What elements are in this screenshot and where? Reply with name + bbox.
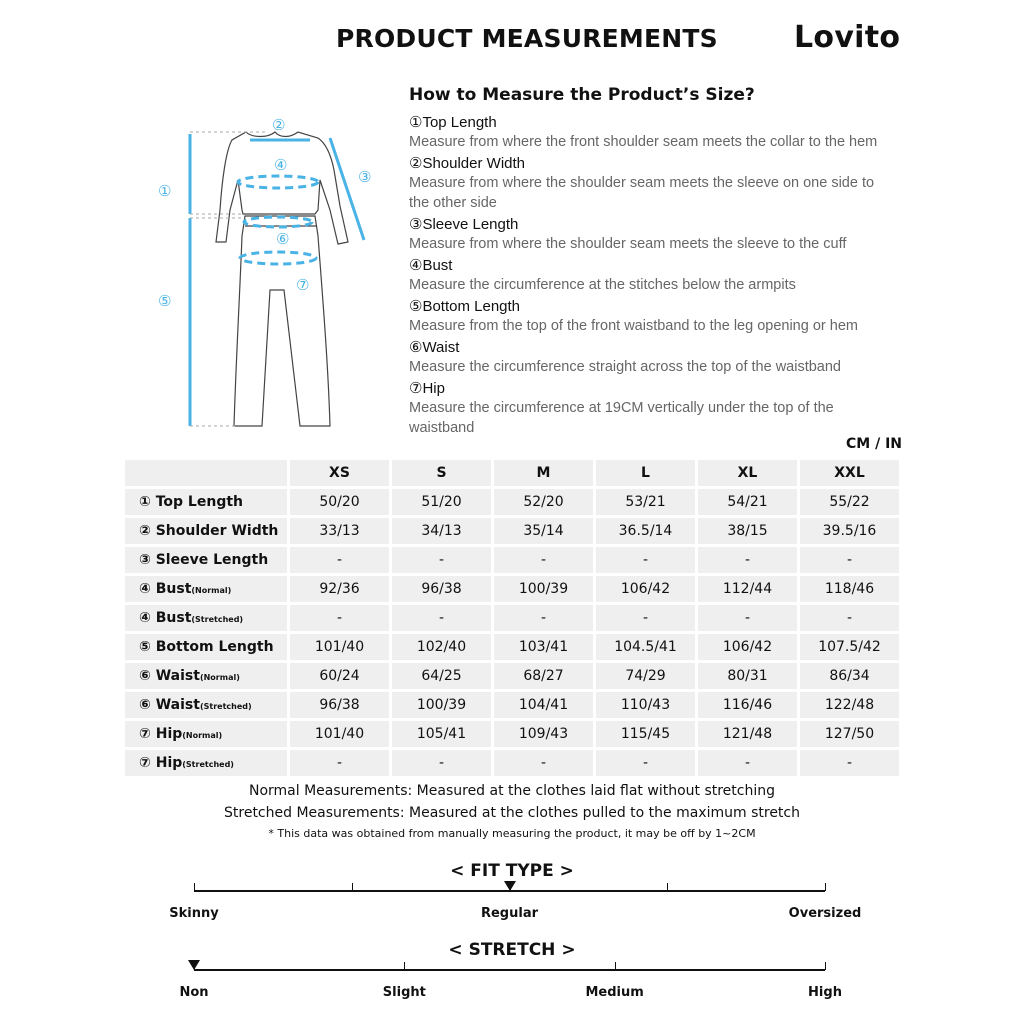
scale-tick — [667, 883, 668, 891]
table-cell: - — [800, 605, 899, 631]
table-cell: 96/38 — [392, 576, 491, 602]
table-row — [125, 576, 899, 602]
table-row — [125, 518, 899, 544]
table-row — [125, 721, 899, 747]
notes — [0, 780, 1024, 844]
table-cell: 60/24 — [290, 663, 389, 689]
table-cell: 115/45 — [596, 721, 695, 747]
table-cell: 110/43 — [596, 692, 695, 718]
brand-logo: Lovito — [794, 20, 901, 55]
measure-guide — [409, 85, 929, 441]
table-cell: 52/20 — [494, 489, 593, 515]
table-cell: - — [698, 605, 797, 631]
marker-1: ① — [158, 182, 172, 200]
size-column-header: L — [596, 460, 695, 486]
note-stretched: Stretched Measurements: Measured at the clothes pulled to the maximum stretch — [224, 805, 800, 821]
table-cell: 68/27 — [494, 663, 593, 689]
table-cell: - — [392, 750, 491, 776]
scale-tick — [352, 883, 353, 891]
marker-7: ⑦ — [296, 276, 310, 294]
size-column-header: XXL — [800, 460, 899, 486]
guide-item — [409, 380, 929, 438]
table-cell: 104/41 — [494, 692, 593, 718]
table-row — [125, 750, 899, 776]
table-row — [125, 634, 899, 660]
table-cell: 109/43 — [494, 721, 593, 747]
marker-5: ⑤ — [158, 292, 172, 310]
garment-diagram — [150, 110, 390, 440]
table-cell: 107.5/42 — [800, 634, 899, 660]
table-cell: - — [290, 750, 389, 776]
table-cell: 106/42 — [698, 634, 797, 660]
row-label-text: ① Top Length — [139, 494, 243, 510]
table-cell: 127/50 — [800, 721, 899, 747]
table-cell: - — [494, 750, 593, 776]
guide-item — [409, 155, 929, 213]
table-cell: 74/29 — [596, 663, 695, 689]
table-cell: 105/41 — [392, 721, 491, 747]
row-label-qualifier: (Normal) — [182, 731, 223, 740]
table-cell: - — [596, 605, 695, 631]
table-cell: 80/31 — [698, 663, 797, 689]
table-cell: 96/38 — [290, 692, 389, 718]
table-row — [125, 663, 899, 689]
table-cell: - — [392, 547, 491, 573]
table-cell: 38/15 — [698, 518, 797, 544]
table-cell: - — [698, 547, 797, 573]
guide-item-label: ④Bust — [409, 257, 453, 274]
table-cell: 101/40 — [290, 721, 389, 747]
marker-3: ③ — [358, 168, 372, 186]
table-cell: 34/13 — [392, 518, 491, 544]
guide-item — [409, 298, 929, 336]
note-normal: Normal Measurements: Measured at the clothes laid flat without stretching — [249, 783, 775, 799]
table-cell: 118/46 — [800, 576, 899, 602]
scale-tick — [404, 962, 405, 970]
row-label-qualifier: (Stretched) — [199, 702, 252, 711]
row-label — [125, 605, 287, 631]
size-column-header: XS — [290, 460, 389, 486]
marker-2: ② — [272, 116, 286, 134]
stretch-title: < STRETCH > — [448, 940, 576, 960]
table-cell: 100/39 — [392, 692, 491, 718]
size-column-header: M — [494, 460, 593, 486]
row-label-qualifier: (Normal) — [199, 673, 240, 682]
table-cell: - — [392, 605, 491, 631]
row-label — [125, 576, 287, 602]
table-cell: 50/20 — [290, 489, 389, 515]
table-cell: 33/13 — [290, 518, 389, 544]
table-row — [125, 489, 899, 515]
guide-item-label: ⑦Hip — [409, 380, 445, 397]
row-label — [125, 721, 287, 747]
page-title: PRODUCT MEASUREMENTS — [336, 24, 718, 53]
guide-item-desc: Measure the circumference at 19CM vertically under the top of the waistband — [409, 400, 834, 436]
guide-item-label: ①Top Length — [409, 114, 497, 131]
size-column-header: XL — [698, 460, 797, 486]
table-cell: 103/41 — [494, 634, 593, 660]
guide-item-desc: Measure from where the shoulder seam meets the sleeve to the cuff — [409, 236, 847, 252]
row-label-text: ② Shoulder Width — [139, 523, 279, 539]
row-label-text: ④ Bust — [139, 581, 192, 597]
table-cell: 121/48 — [698, 721, 797, 747]
table-row — [125, 547, 899, 573]
scale-label: High — [808, 985, 842, 1000]
row-label-text: ⑤ Bottom Length — [139, 639, 274, 655]
guide-heading: How to Measure the Product’s Size? — [409, 85, 755, 105]
table-cell: - — [698, 750, 797, 776]
row-label-text: ④ Bust — [139, 610, 192, 626]
table-cell: - — [494, 547, 593, 573]
guide-item — [409, 216, 929, 254]
table-cell: - — [290, 605, 389, 631]
scale-label: Oversized — [788, 906, 862, 921]
table-cell: - — [494, 605, 593, 631]
fit-type-title: < FIT TYPE > — [450, 861, 574, 881]
table-cell: - — [800, 547, 899, 573]
guide-item — [409, 114, 929, 152]
table-cell: 36.5/14 — [596, 518, 695, 544]
table-cell: 86/34 — [800, 663, 899, 689]
row-label-qualifier: (Normal) — [191, 586, 232, 595]
note-disclaimer: * This data was obtained from manually measuring the product, it may be off by 1~2CM — [268, 827, 756, 840]
row-label-text: ⑦ Hip — [139, 755, 183, 771]
guide-item-label: ⑤Bottom Length — [409, 298, 521, 315]
table-cell: 122/48 — [800, 692, 899, 718]
guide-item — [409, 339, 929, 377]
table-cell: - — [800, 750, 899, 776]
scale-tick — [615, 962, 616, 970]
guide-item-desc: Measure the circumference straight across the top of the waistband — [409, 359, 841, 375]
guide-item-desc: Measure from where the front shoulder seam meets the collar to the hem — [409, 134, 878, 150]
table-cell: 106/42 — [596, 576, 695, 602]
row-label-qualifier: (Stretched) — [182, 760, 234, 769]
scale-tick — [825, 962, 826, 970]
row-label — [125, 634, 287, 660]
guide-item-desc: Measure from where the shoulder seam meets the sleeve on one side to the other side — [409, 175, 875, 211]
table-cell: - — [596, 547, 695, 573]
marker-6: ⑥ — [276, 230, 290, 248]
guide-item-label: ⑥Waist — [409, 339, 460, 356]
scale-marker — [188, 960, 200, 970]
row-label — [125, 489, 287, 515]
scale-label: Skinny — [169, 906, 219, 921]
scale-line — [194, 969, 825, 971]
scale-tick — [825, 883, 826, 891]
row-label — [125, 518, 287, 544]
table-corner — [125, 460, 287, 486]
row-label-text: ⑦ Hip — [139, 726, 183, 742]
table-cell: 92/36 — [290, 576, 389, 602]
scale-label: Medium — [585, 985, 644, 1000]
scale-label: Non — [179, 985, 209, 1000]
table-cell: 39.5/16 — [800, 518, 899, 544]
guide-item-desc: Measure the circumference at the stitches below the armpits — [409, 277, 796, 293]
table-cell: 55/22 — [800, 489, 899, 515]
table-cell: 112/44 — [698, 576, 797, 602]
table-cell: 101/40 — [290, 634, 389, 660]
size-column-header: S — [392, 460, 491, 486]
row-label — [125, 750, 287, 776]
table-cell: 116/46 — [698, 692, 797, 718]
table-row — [125, 605, 899, 631]
units-label: CM / IN — [846, 436, 902, 452]
marker-4: ④ — [274, 156, 288, 174]
table-row — [125, 692, 899, 718]
scale-tick — [194, 883, 195, 891]
table-cell: 102/40 — [392, 634, 491, 660]
table-cell: 100/39 — [494, 576, 593, 602]
table-cell: 53/21 — [596, 489, 695, 515]
table-cell: 64/25 — [392, 663, 491, 689]
guide-item-desc: Measure from the top of the front waistband to the leg opening or hem — [409, 318, 858, 334]
scale-label: Slight — [382, 985, 426, 1000]
guide-item-label: ②Shoulder Width — [409, 155, 526, 172]
row-label-text: ⑥ Waist — [139, 668, 200, 684]
guide-item-label: ③Sleeve Length — [409, 216, 519, 233]
row-label — [125, 547, 287, 573]
row-label — [125, 663, 287, 689]
scale-marker — [504, 881, 516, 891]
row-label-qualifier: (Stretched) — [191, 615, 244, 624]
table-cell: 51/20 — [392, 489, 491, 515]
row-label-text: ⑥ Waist — [139, 697, 200, 713]
table-cell: - — [596, 750, 695, 776]
table-cell: 104.5/41 — [596, 634, 695, 660]
size-table — [122, 457, 902, 779]
row-label — [125, 692, 287, 718]
row-label-text: ③ Sleeve Length — [139, 552, 269, 568]
scale-label: Regular — [480, 906, 539, 921]
guide-item — [409, 257, 929, 295]
table-cell: 35/14 — [494, 518, 593, 544]
table-cell: - — [290, 547, 389, 573]
table-cell: 54/21 — [698, 489, 797, 515]
